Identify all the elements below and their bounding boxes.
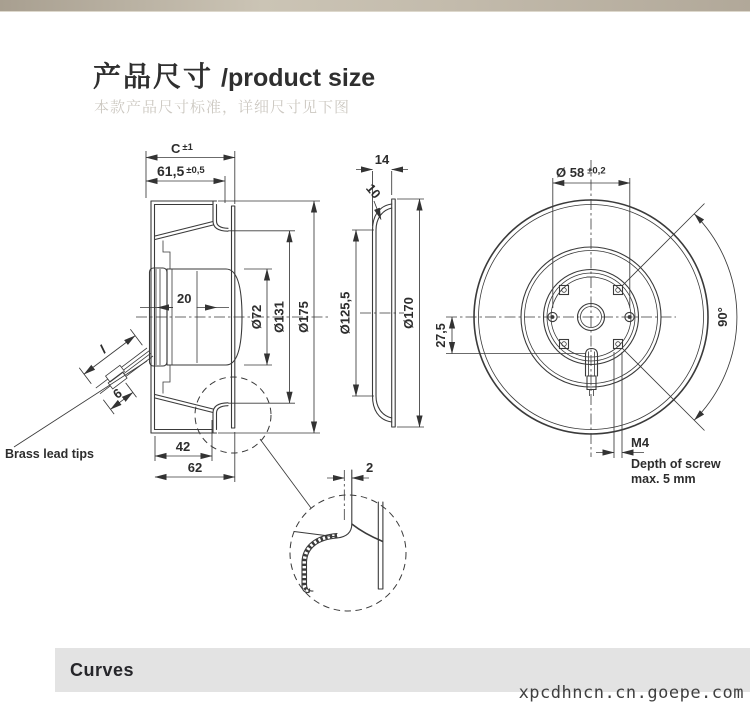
watermark: xpcdhncn.cn.goepe.com [518,683,744,703]
dim-42-label: 42 [175,439,191,454]
dim-6-label: 6 [109,385,125,402]
screw-depth-label-2: max. 5 mm [631,472,696,486]
cable-exit [586,349,598,397]
dia-175-label: Ø175 [296,301,311,333]
dia-170-label: Ø170 [401,297,416,329]
dim-l-label: l [96,342,109,357]
lead-wires [74,322,166,414]
dia-125-label: Ø125,5 [337,291,353,335]
dia-131-label: Ø131 [271,301,287,333]
dia-58-label: Ø 58 $^{\pm 0,2}$ [556,165,606,180]
page-subtitle: 本款产品尺寸标准，详细尺寸见下图 [94,99,351,116]
screw-depth-label-1: Depth of screw [631,457,721,471]
side-view [5,141,330,508]
front-view [434,160,737,486]
thread-m4-label: M4 [631,435,650,450]
dia-72-label: Ø72 [249,304,264,330]
brass-lead-tips-label: Brass lead tips [5,447,94,461]
curves-heading: Curves [70,659,135,680]
detail-circle [290,495,406,611]
dim-width-label: 61,5 $^{\pm 0,5}$ [157,163,205,179]
dim-20-label: 20 [177,291,192,306]
angle-90-label: 90° [715,307,730,327]
dim-10-label: 10 [363,180,384,202]
dim-14-label: 14 [374,152,390,167]
dim-c-label: C $^{\pm 1}$ [171,141,193,156]
detail-reference-circle [195,377,271,453]
page-title-en: /product size [221,64,376,92]
dim-27-5-label: 27,5 [434,323,448,348]
page-title-zh: 产品尺寸 [93,61,214,92]
inlet-ring-view [338,152,425,427]
detail-view [290,460,406,611]
dim-2-label: 2 [366,460,374,475]
dim-62-label: 62 [187,460,203,475]
